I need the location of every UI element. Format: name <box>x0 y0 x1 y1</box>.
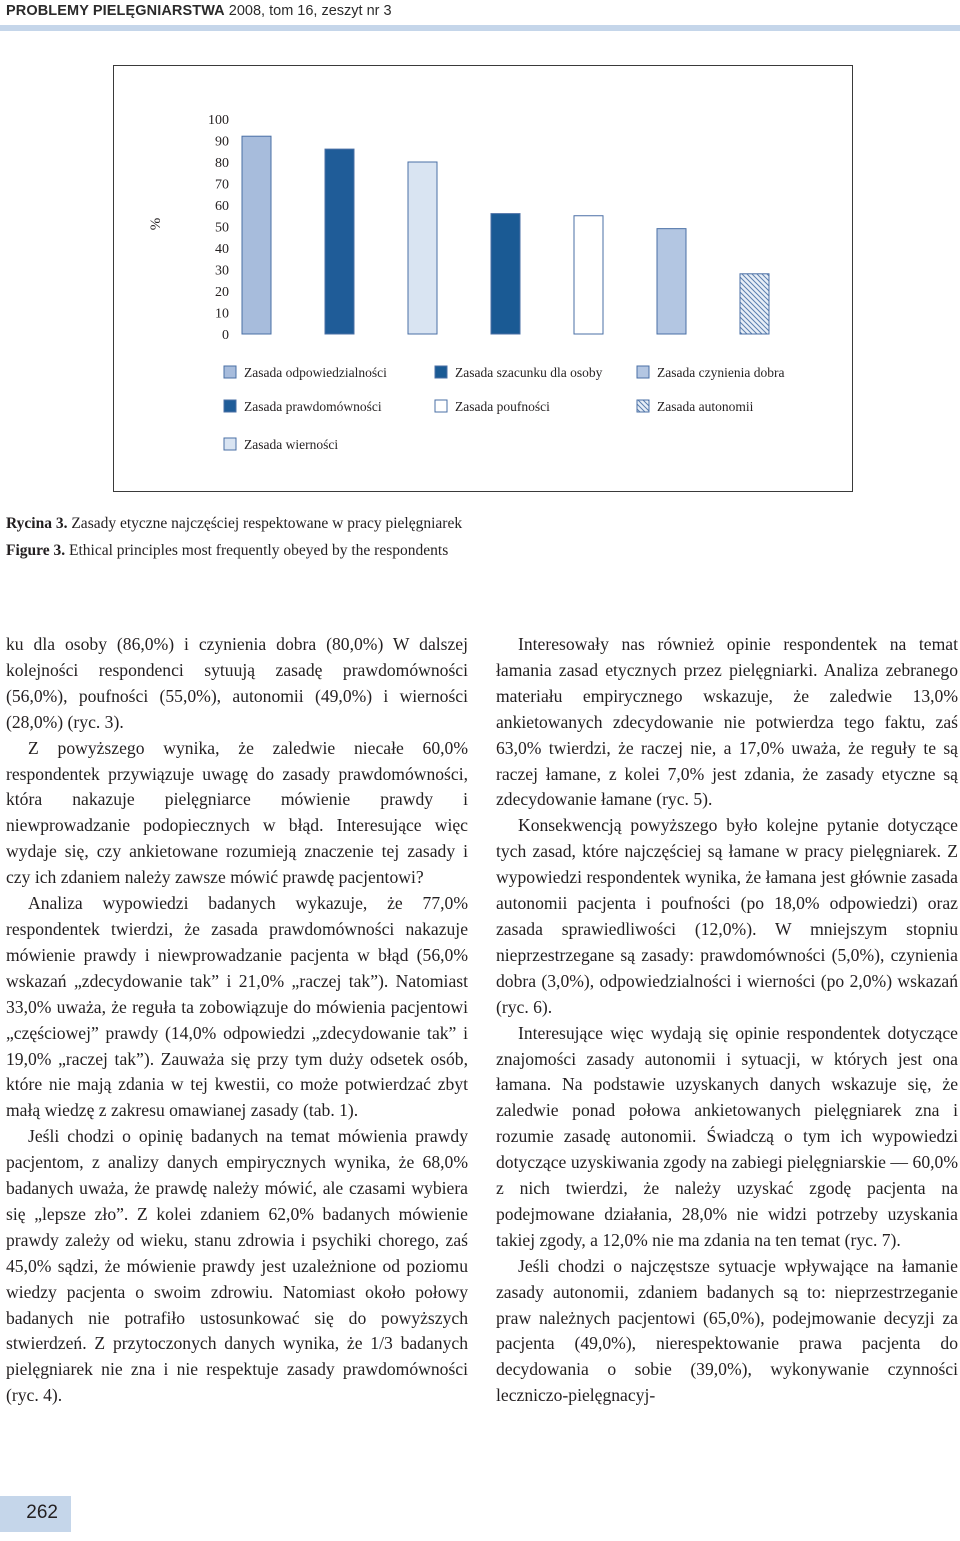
journal-issue: 2008, tom 16, zeszyt nr 3 <box>228 3 392 19</box>
bar <box>574 216 603 334</box>
figure-caption-pl <box>6 515 462 533</box>
y-axis-label: % <box>148 217 164 231</box>
bar <box>740 274 769 334</box>
paragraph: Konsekwencją powyższego było kolejne pytanie dotyczące tych zasad, które najczęściej są łamane w pracy pielęgniarek. Z wypowiedzi respondentek wynika, że łamana jest głównie zasada autonomii pacjenta i poufności (po 18,0% odpowiedzi) oraz zasada sprawiedliwości (12,0%). W mniejszym stopniu nieprzestrzegane są zasady: prawdomówności (5,0%), czynienia dobra (3,0%), odpowiedzialności i wierności (po 2,0%) wskazań (ryc. 6). <box>496 815 958 1017</box>
right-column <box>496 632 958 1409</box>
legend-label: Zasada wierności <box>244 437 339 452</box>
bar <box>325 149 354 334</box>
legend-label: Zasada czynienia dobra <box>657 365 785 380</box>
figure-box <box>113 65 853 492</box>
y-tick-label: 50 <box>215 220 229 236</box>
journal-header <box>6 3 392 19</box>
bar-chart <box>114 66 852 491</box>
journal-name: PROBLEMY PIELĘGNIARSTWA <box>6 3 225 19</box>
y-tick-label: 70 <box>215 177 229 193</box>
legend-label: Zasada autonomii <box>657 399 754 414</box>
legend-swatch <box>435 366 447 378</box>
paragraph: Jeśli chodzi o najczęstsze sytuacje wpływające na łamanie zasady autonomii, zdaniem badanych są to: nieprzestrzeganie praw należnych pacjentowi (65,0%), podejmowanie decyzji za pacjenta (49,0%), nierespektowanie prawa pacjenta do decydowania o sobie (39,0%), wykonywanie czynności leczniczo-pielęgnacyj- <box>496 1255 958 1406</box>
caption-pl-label: Rycina 3. <box>6 515 68 532</box>
y-tick-label: 10 <box>215 306 229 322</box>
bar <box>242 136 271 334</box>
paragraph: Analiza wypowiedzi badanych wykazuje, że 77,0% respondentek twierdzi, że zasada prawdomówności nakazuje mówienie prawdy i niewprowadzanie pacjenta w błąd (56,0% wskazań „zdecydowanie tak” i 21,0% „raczej tak”). Natomiast 33,0% uważa, że reguła ta zobowiązuje do mówienia pacjentowi „częściowej” prawdy (14,0% odpowiedzi „zdecydowanie tak” i 19,0% „raczej tak”). Zauważa się przy tym duży odsetek osób, które nie mają zdania w tej kwestii, co może potwierdzać zbyt małą wiedzę z zakresu omawianej zasady (tab. 1). <box>6 893 468 1121</box>
paragraph: Interesujące więc wydają się opinie respondentek dotyczące znajomości zasady autonomii i sytuacji, w których jest ona łamana. Na podstawie uzyskanych danych wskazuje się, że zaledwie ponad połowa ankietowanych pielęgniarek zna i rozumie zasadę autonomii. Świadczą o tym ich wypowiedzi dotyczące uzyskiwania zgody na zabiegi pielęgniarskie — 60,0% z nich twierdzi, że należy uzyskać zgodę pacjenta na podejmowane działania, 28,0% nie widzi potrzeby uzyskania takiej zgody, a 12,0% nie ma zdania na ten temat (ryc. 7). <box>496 1022 958 1250</box>
legend-swatch <box>637 366 649 378</box>
legend-swatch <box>224 438 236 450</box>
y-tick-label: 0 <box>222 328 229 343</box>
y-tick-label: 40 <box>215 242 229 257</box>
legend-label: Zasada odpowiedzialności <box>244 365 387 380</box>
y-tick-label: 90 <box>215 134 229 150</box>
paragraph: Interesowały nas również opinie respondentek na temat łamania zasad etycznych przez pielęgniarki. Analiza zebranego materiału empirycznego wskazuje, że zaledwie 13,0% ankietowanych zdecydowanie nie potwierdza tego faktu, zaś 63,0% twierdzi, że raczej nie, a 17,0% uważa, że reguły te są raczej łamane, z kolei 7,0% jest zdania, że zasady etyczne są zdecydowanie łamane (ryc. 5). <box>496 634 958 810</box>
header-rule <box>0 25 960 31</box>
bar <box>408 162 437 334</box>
legend-label: Zasada szacunku dla osoby <box>455 365 603 380</box>
legend-label: Zasada poufności <box>455 399 550 414</box>
y-tick-label: 20 <box>215 285 229 300</box>
caption-en-label: Figure 3. <box>6 542 66 559</box>
page-number: 262 <box>26 1502 58 1523</box>
caption-en-text: Ethical principles most frequently obeyed by the respondents <box>69 542 449 559</box>
y-tick-label: 60 <box>215 199 229 214</box>
legend-swatch <box>435 400 447 412</box>
bar <box>491 214 520 334</box>
y-tick-label: 100 <box>208 113 229 128</box>
paragraph: ku dla osoby (86,0%) i czynienia dobra (80,0%) W dalszej kolejności respondenci sytuują zasadę prawdomówności (56,0%), poufności (55,0%), autonomii (49,0%) i wierności (28,0%) (ryc. 3). <box>6 634 468 732</box>
y-tick-label: 30 <box>215 263 229 279</box>
legend-swatch <box>637 400 649 412</box>
paragraph: Z powyższego wynika, że zaledwie niecałe 60,0% respondentek przywiązuje uwagę do zasady prawdomówności, która nakazuje pielęgniarce mówienie prawdy i niewprowadzanie podopiecznych w błąd. Interesujące więc wydaje się, czy ankietowane rozumieją znaczenie tej zasady i czy ich zdaniem należy zawsze mówić prawdę pacjentowi? <box>6 737 468 888</box>
legend-swatch <box>224 400 236 412</box>
caption-pl-text: Zasady etyczne najczęściej respektowane w pracy pielęgniarek <box>71 515 463 532</box>
paragraph: Jeśli chodzi o opinię badanych na temat mówienia prawdy pacjentom, z analizy danych empirycznych wynika, że 68,0% badanych uważa, że prawdę należy mówić, ale czasami wybiera się „lepsze zło”. Z kolei zdaniem 62,0% badanych mówienie prawdy zależy od wieku, stanu zdrowia i psychiki chorego, zaś 45,0% sądzi, że mówienie prawdy jest uzależnione od poziomu wiedzy pacjenta o swoim zdrowiu. Natomiast około połowy badanych nie potrafiło ustosunkować się do powyższych stwierdzeń. Z przytoczonych danych wynika, że 1/3 badanych pielęgniarek nie zna i nie respektuje zasady prawdomówności (ryc. 4). <box>6 1126 468 1406</box>
left-column <box>6 632 468 1409</box>
bar <box>657 229 686 334</box>
figure-caption-en <box>6 542 448 560</box>
legend-swatch <box>224 366 236 378</box>
legend-label: Zasada prawdomówności <box>244 399 382 414</box>
y-tick-label: 80 <box>215 156 229 171</box>
